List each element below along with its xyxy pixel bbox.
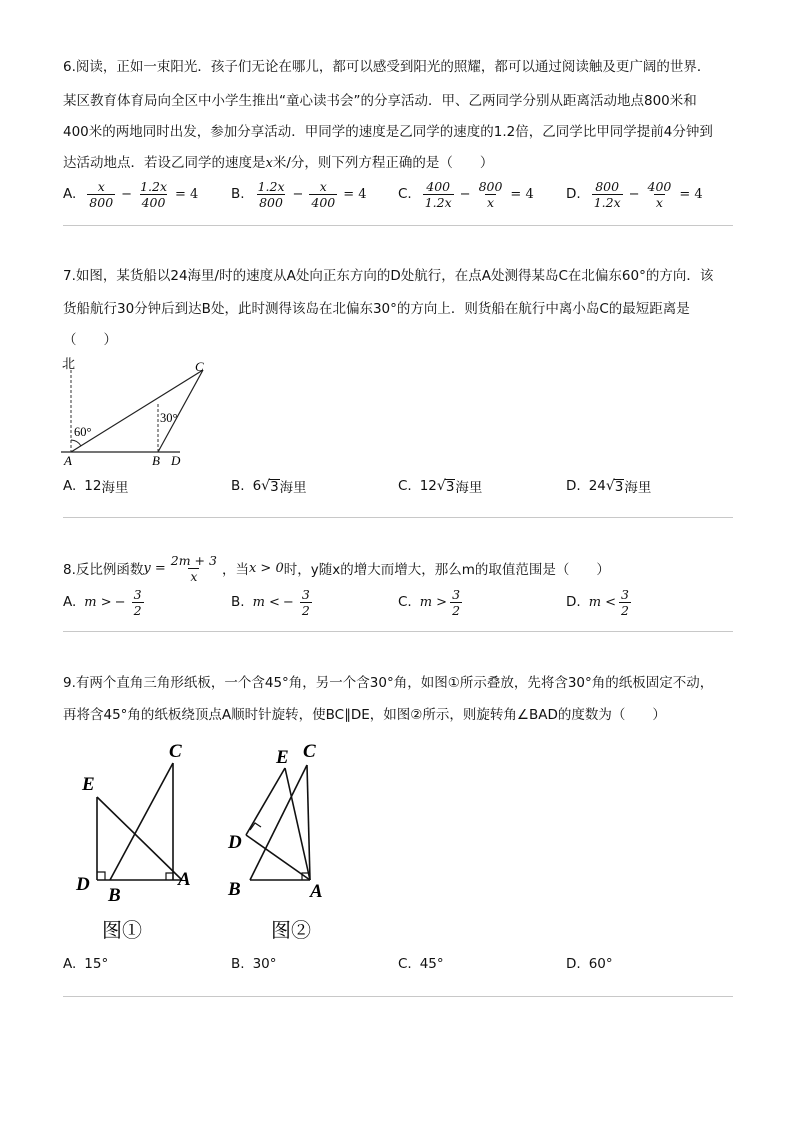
q7-figure: [58, 352, 218, 470]
q8-option-c[interactable]: C. m > $\frac{3}{2}$: [398, 586, 461, 618]
angle-a-label: 60°: [74, 425, 92, 439]
q7-option-d[interactable]: D. 24 √ 3 海里: [566, 478, 652, 496]
fraction: $\frac{2m + 3}{x}$: [170, 552, 217, 584]
q8-option-d[interactable]: D. m < $\frac{3}{2}$: [566, 586, 629, 618]
point-b-label: B: [228, 879, 241, 900]
point-a-label: A: [64, 453, 72, 468]
q6-line-4: 达活动地点．若设乙同学的速度是x米/分，则下列方程正确的是（ ）: [63, 155, 494, 171]
divider: [63, 517, 733, 518]
q6-option-a[interactable]: A. $\frac{x}{800}$ − $\frac{1.2x}{400}$ = 4: [63, 178, 199, 210]
right-angle-mark: [97, 872, 105, 880]
q9-figure-2: [222, 735, 342, 945]
q6-option-b[interactable]: B. $\frac{1.2x}{800}$ − $\frac{x}{400}$ = 4: [231, 178, 367, 210]
q6-option-c[interactable]: C. $\frac{400}{1.2x}$ − $\frac{800}{x}$ = 4: [398, 178, 534, 210]
north-label: 北: [62, 357, 76, 372]
angle-arc: [71, 440, 81, 446]
q8-option-a[interactable]: A. m > − $\frac{3}{2}$: [63, 586, 142, 618]
q6-line-2: 某区教育体育局向全区中小学生推出“童心读书会”的分享活动．甲、乙两同学分别从距离活动地点800米和: [63, 93, 697, 109]
point-b-label: B: [152, 453, 160, 468]
point-c-label: C: [169, 741, 182, 762]
q9-line-1: 9.有两个直角三角形纸板，一个含45°角，另一个含30°角，如图①所示叠放，先将含30°角的纸板固定不动，: [63, 675, 714, 691]
point-d-label: D: [228, 832, 242, 853]
point-a-label: A: [310, 881, 323, 902]
fraction: $\frac{800}{x}$: [478, 178, 503, 210]
point-d-label: D: [76, 874, 90, 895]
q7-line-1: 7.如图，某货船以24海里/时的速度从A处向正东方向的D处航行，在点A处测得某岛C在北偏东60°的方向．该: [63, 268, 714, 284]
fraction: $\frac{x}{800}$: [89, 178, 114, 210]
q7-option-c[interactable]: C. 12 √ 3 海里: [398, 478, 483, 496]
sqrt-icon: √: [261, 478, 271, 494]
q8-stem: 8.反比例函数 y = $\frac{2m + 3}{x}$ ，当 x > 0 时，y随x的增大而增大，那么m的取值范围是（ ）: [63, 552, 610, 584]
q6-option-d[interactable]: D. $\frac{800}{1.2x}$ − $\frac{400}{x}$ = 4: [566, 178, 703, 210]
point-c-label: C: [303, 741, 316, 762]
q6-line-1: 6.阅读，正如一束阳光．孩子们无论在哪儿，都可以感受到阳光的照耀，都可以通过阅读触及更广阔的世界．: [63, 59, 711, 75]
q9-option-c[interactable]: C. 45°: [398, 956, 444, 972]
fraction: $\frac{3}{2}$: [301, 586, 310, 618]
divider: [63, 631, 733, 632]
divider: [63, 225, 733, 226]
fraction: $\frac{1.2x}{800}$: [257, 178, 285, 210]
fraction: $\frac{3}{2}$: [133, 586, 142, 618]
figure-1-caption: 图①: [102, 918, 142, 942]
fraction: $\frac{800}{1.2x}$: [593, 178, 621, 210]
line-ac: [71, 370, 203, 452]
point-e-label: E: [82, 774, 95, 795]
q7-line-2: 货船航行30分钟后到达B处，此时测得该岛在北偏东30°的方向上．则货船在航行中离小岛C的最短距离是: [63, 301, 690, 317]
divider: [63, 996, 733, 997]
fraction: $\frac{400}{x}$: [647, 178, 672, 210]
fraction: $\frac{3}{2}$: [452, 586, 461, 618]
figure-2-caption: 图②: [271, 918, 311, 942]
fraction: $\frac{x}{400}$: [311, 178, 336, 210]
q9-figure-1: [70, 735, 205, 945]
q7-option-a[interactable]: A. 12 海里: [63, 478, 129, 496]
q8-option-b[interactable]: B. m < − $\frac{3}{2}$: [231, 586, 310, 618]
q9-line-2: 再将含45°角的纸板绕顶点A顺时针旋转，使BC∥DE，如图②所示，则旋转角∠BAD的度数为（ ）: [63, 707, 666, 723]
q9-option-a[interactable]: A. 15°: [63, 956, 109, 972]
q9-option-d[interactable]: D. 60°: [566, 956, 613, 972]
point-d-label: D: [171, 453, 181, 468]
point-c-label: C: [195, 359, 204, 374]
point-e-label: E: [276, 747, 289, 768]
q9-option-b[interactable]: B. 30°: [231, 956, 277, 972]
q7-option-b[interactable]: B. 6 √ 3 海里: [231, 478, 307, 496]
sqrt-icon: √: [436, 478, 446, 494]
point-a-label: A: [178, 869, 191, 890]
fraction: $\frac{400}{1.2x}$: [424, 178, 452, 210]
sqrt-icon: √: [605, 478, 615, 494]
fraction: $\frac{3}{2}$: [621, 586, 629, 618]
point-b-label: B: [108, 885, 121, 906]
angle-b-label: 30°: [160, 411, 178, 425]
q6-line-3: 400米的两地同时出发，参加分享活动．甲同学的速度是乙同学的速度的1.2倍，乙同学比甲同学提前4分钟到: [63, 124, 713, 140]
fraction: $\frac{1.2x}{400}$: [140, 178, 167, 210]
right-angle-mark: [166, 873, 173, 880]
q7-line-3: （ ）: [63, 332, 117, 348]
